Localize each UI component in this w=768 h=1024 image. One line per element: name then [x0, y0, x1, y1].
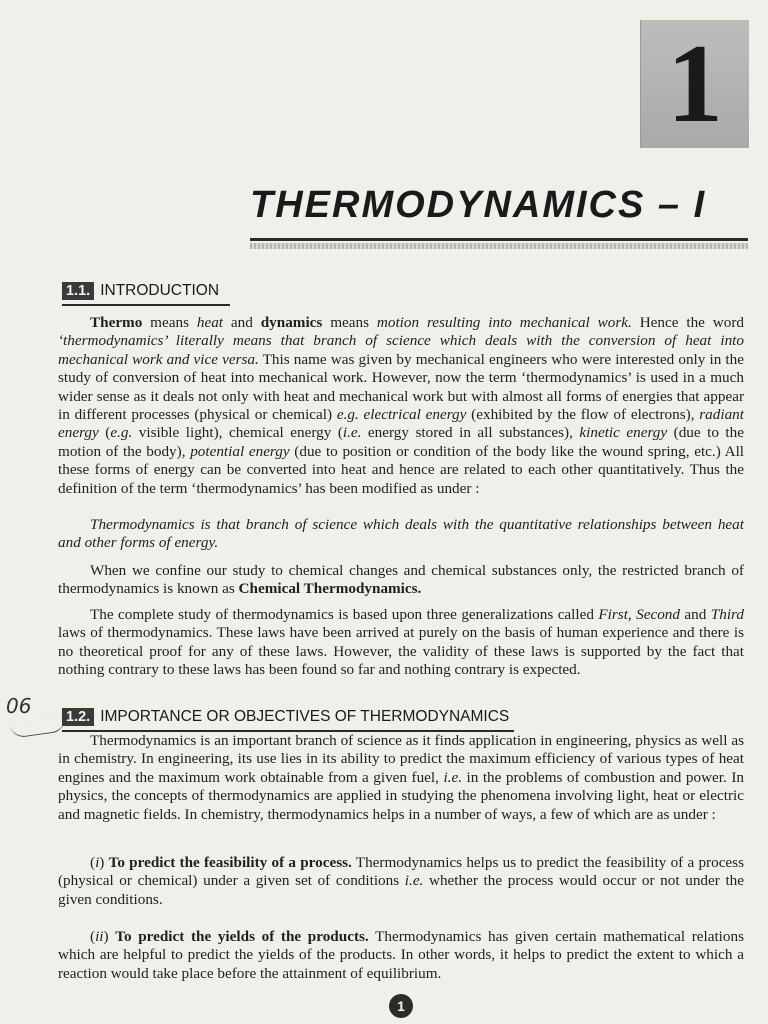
text-run: (: [98, 424, 111, 442]
text-run: kinetic energy: [579, 424, 668, 442]
text-run: ): [103, 928, 116, 945]
text-run: i.e.: [443, 768, 462, 786]
paragraph-text: [58, 562, 744, 599]
text-run: potential energy: [190, 442, 290, 460]
text-run: energy stored in all substances),: [361, 424, 580, 442]
text-run: i: [95, 854, 100, 871]
text-run: and: [223, 314, 261, 331]
text-run: Thermodynamics is that branch of science which deals with the quantitative relationships between heat and other forms of energy.: [58, 516, 744, 552]
text-run: (: [90, 854, 96, 871]
section-number: 1.1.: [62, 282, 94, 300]
paragraph-text: [58, 606, 744, 680]
text-run: motion resulting into mechanical work.: [376, 314, 632, 331]
paragraph-importance: [58, 732, 744, 824]
paragraph-text: [58, 854, 744, 909]
chapter-title: THERMODYNAMICS – I: [250, 184, 707, 226]
text-run: When we confine our study to chemical changes and chemical substances only, the restricted branch of thermodynamics is known as: [58, 562, 744, 598]
text-run: means: [322, 314, 377, 331]
section-title: IMPORTANCE OR OBJECTIVES OF THERMODYNAMICS: [100, 708, 510, 725]
section-underline: [62, 304, 230, 306]
page-number: 1: [389, 994, 413, 1018]
section-number: 1.2.: [62, 708, 94, 726]
text-run: ii: [95, 928, 104, 945]
chapter-number: 1: [667, 22, 723, 146]
section-heading-introduction: [62, 280, 219, 302]
text-run: First, Second: [598, 606, 680, 623]
text-run: in the problems of combustion and power. In physics, the concepts of thermodynamics are applied in studying the phenomena involving light, heat or electric and magnetic fields. In chemistry, thermodynamics helps in a number of ways, a few of which are as under :: [58, 768, 744, 823]
paragraph-text: [58, 314, 744, 498]
text-run: radiant energy: [58, 406, 744, 442]
title-underline: [250, 238, 748, 241]
text-run: To predict the feasibility of a process.: [108, 854, 352, 871]
text-run: i.e.: [342, 424, 362, 442]
text-run: The complete study of thermodynamics is based upon three generalizations called: [90, 606, 599, 623]
text-run: whether the process would occur or not under the given conditions.: [58, 872, 744, 908]
text-run: Thermo: [90, 314, 143, 331]
text-run: Third: [710, 606, 744, 623]
text-run: visible light), chemical energy (: [132, 424, 343, 442]
paragraph-definition: [58, 516, 744, 553]
text-run: (due to position or condition of the body like the wound spring, etc.) All these forms of energy can be converted into heat and hence are related to each other quantitatively. Thus the definition of the term ‘thermodynamics’ has been modified as under :: [58, 442, 745, 497]
paragraph-text: [58, 928, 744, 983]
title-underline-shade: [250, 243, 748, 249]
text-run: Chemical Thermodynamics.: [238, 580, 422, 598]
paragraph-laws: [58, 606, 744, 680]
text-run: This name was given by mechanical engineers who were interested only in the study of conversion of heat into mechanical work. However, now the term ‘thermodynamics’ is used in a much wider sense as it deals not only with heat and mechanical work but with almost all forms of energies that appear in different processes (physical or chemical): [58, 350, 744, 424]
text-run: To predict the yields of the products.: [115, 928, 369, 945]
text-run: heat: [196, 314, 224, 331]
text-run: ‘thermodynamics’ literally means that branch of science which deals with the conversion of heat into mechanical work and vice versa.: [58, 332, 744, 368]
list-item-yields: [58, 928, 744, 983]
text-run: and: [680, 606, 711, 623]
text-run: Thermodynamics is an important branch of science as it finds application in engineering, physics as well as in chemistry. In engineering, its use lies in its ability to predict the maximum efficiency of various types of heat engines and the maximum work obtainable from a given fuel,: [58, 732, 744, 786]
text-run: ): [99, 854, 109, 871]
text-run: i.e.: [404, 872, 424, 890]
text-run: Thermodynamics helps us to predict the feasibility of a process (physical or chemical) under a given set of conditions: [58, 854, 744, 890]
text-run: dynamics: [260, 314, 323, 331]
text-run: e.g. electrical energy: [336, 406, 467, 424]
text-run: e.g.: [110, 424, 133, 442]
text-run: means: [142, 314, 197, 331]
text-run: (due to the motion of the body),: [58, 424, 744, 460]
text-run: laws of thermodynamics. These laws have been arrived at purely on the basis of human experience and there is no theoretical proof for any of these laws. However, the validity of these laws is supported by the fact that nothing contrary to these laws has been found so far and nothing contrary is expected.: [58, 624, 744, 679]
section-title: INTRODUCTION: [100, 282, 220, 299]
text-run: (: [90, 928, 96, 945]
list-item-feasibility: [58, 854, 744, 909]
paragraph-text: [58, 516, 744, 553]
paragraph-chemical-thermodynamics: [58, 562, 744, 599]
text-run: Hence the word: [631, 314, 745, 331]
paragraph-intro: [58, 314, 744, 498]
text-run: (exhibited by the flow of electrons),: [466, 406, 700, 424]
chapter-number-box: [640, 20, 749, 148]
handwritten-margin-note: 06: [6, 694, 32, 718]
section-heading-importance: [62, 706, 509, 728]
paragraph-text: [58, 732, 744, 824]
text-run: Thermodynamics has given certain mathematical relations which are helpful to predict the yields of the products. In other words, it helps to predict the extent to which a reaction would take place before the attainment of equilibrium.: [58, 928, 744, 982]
